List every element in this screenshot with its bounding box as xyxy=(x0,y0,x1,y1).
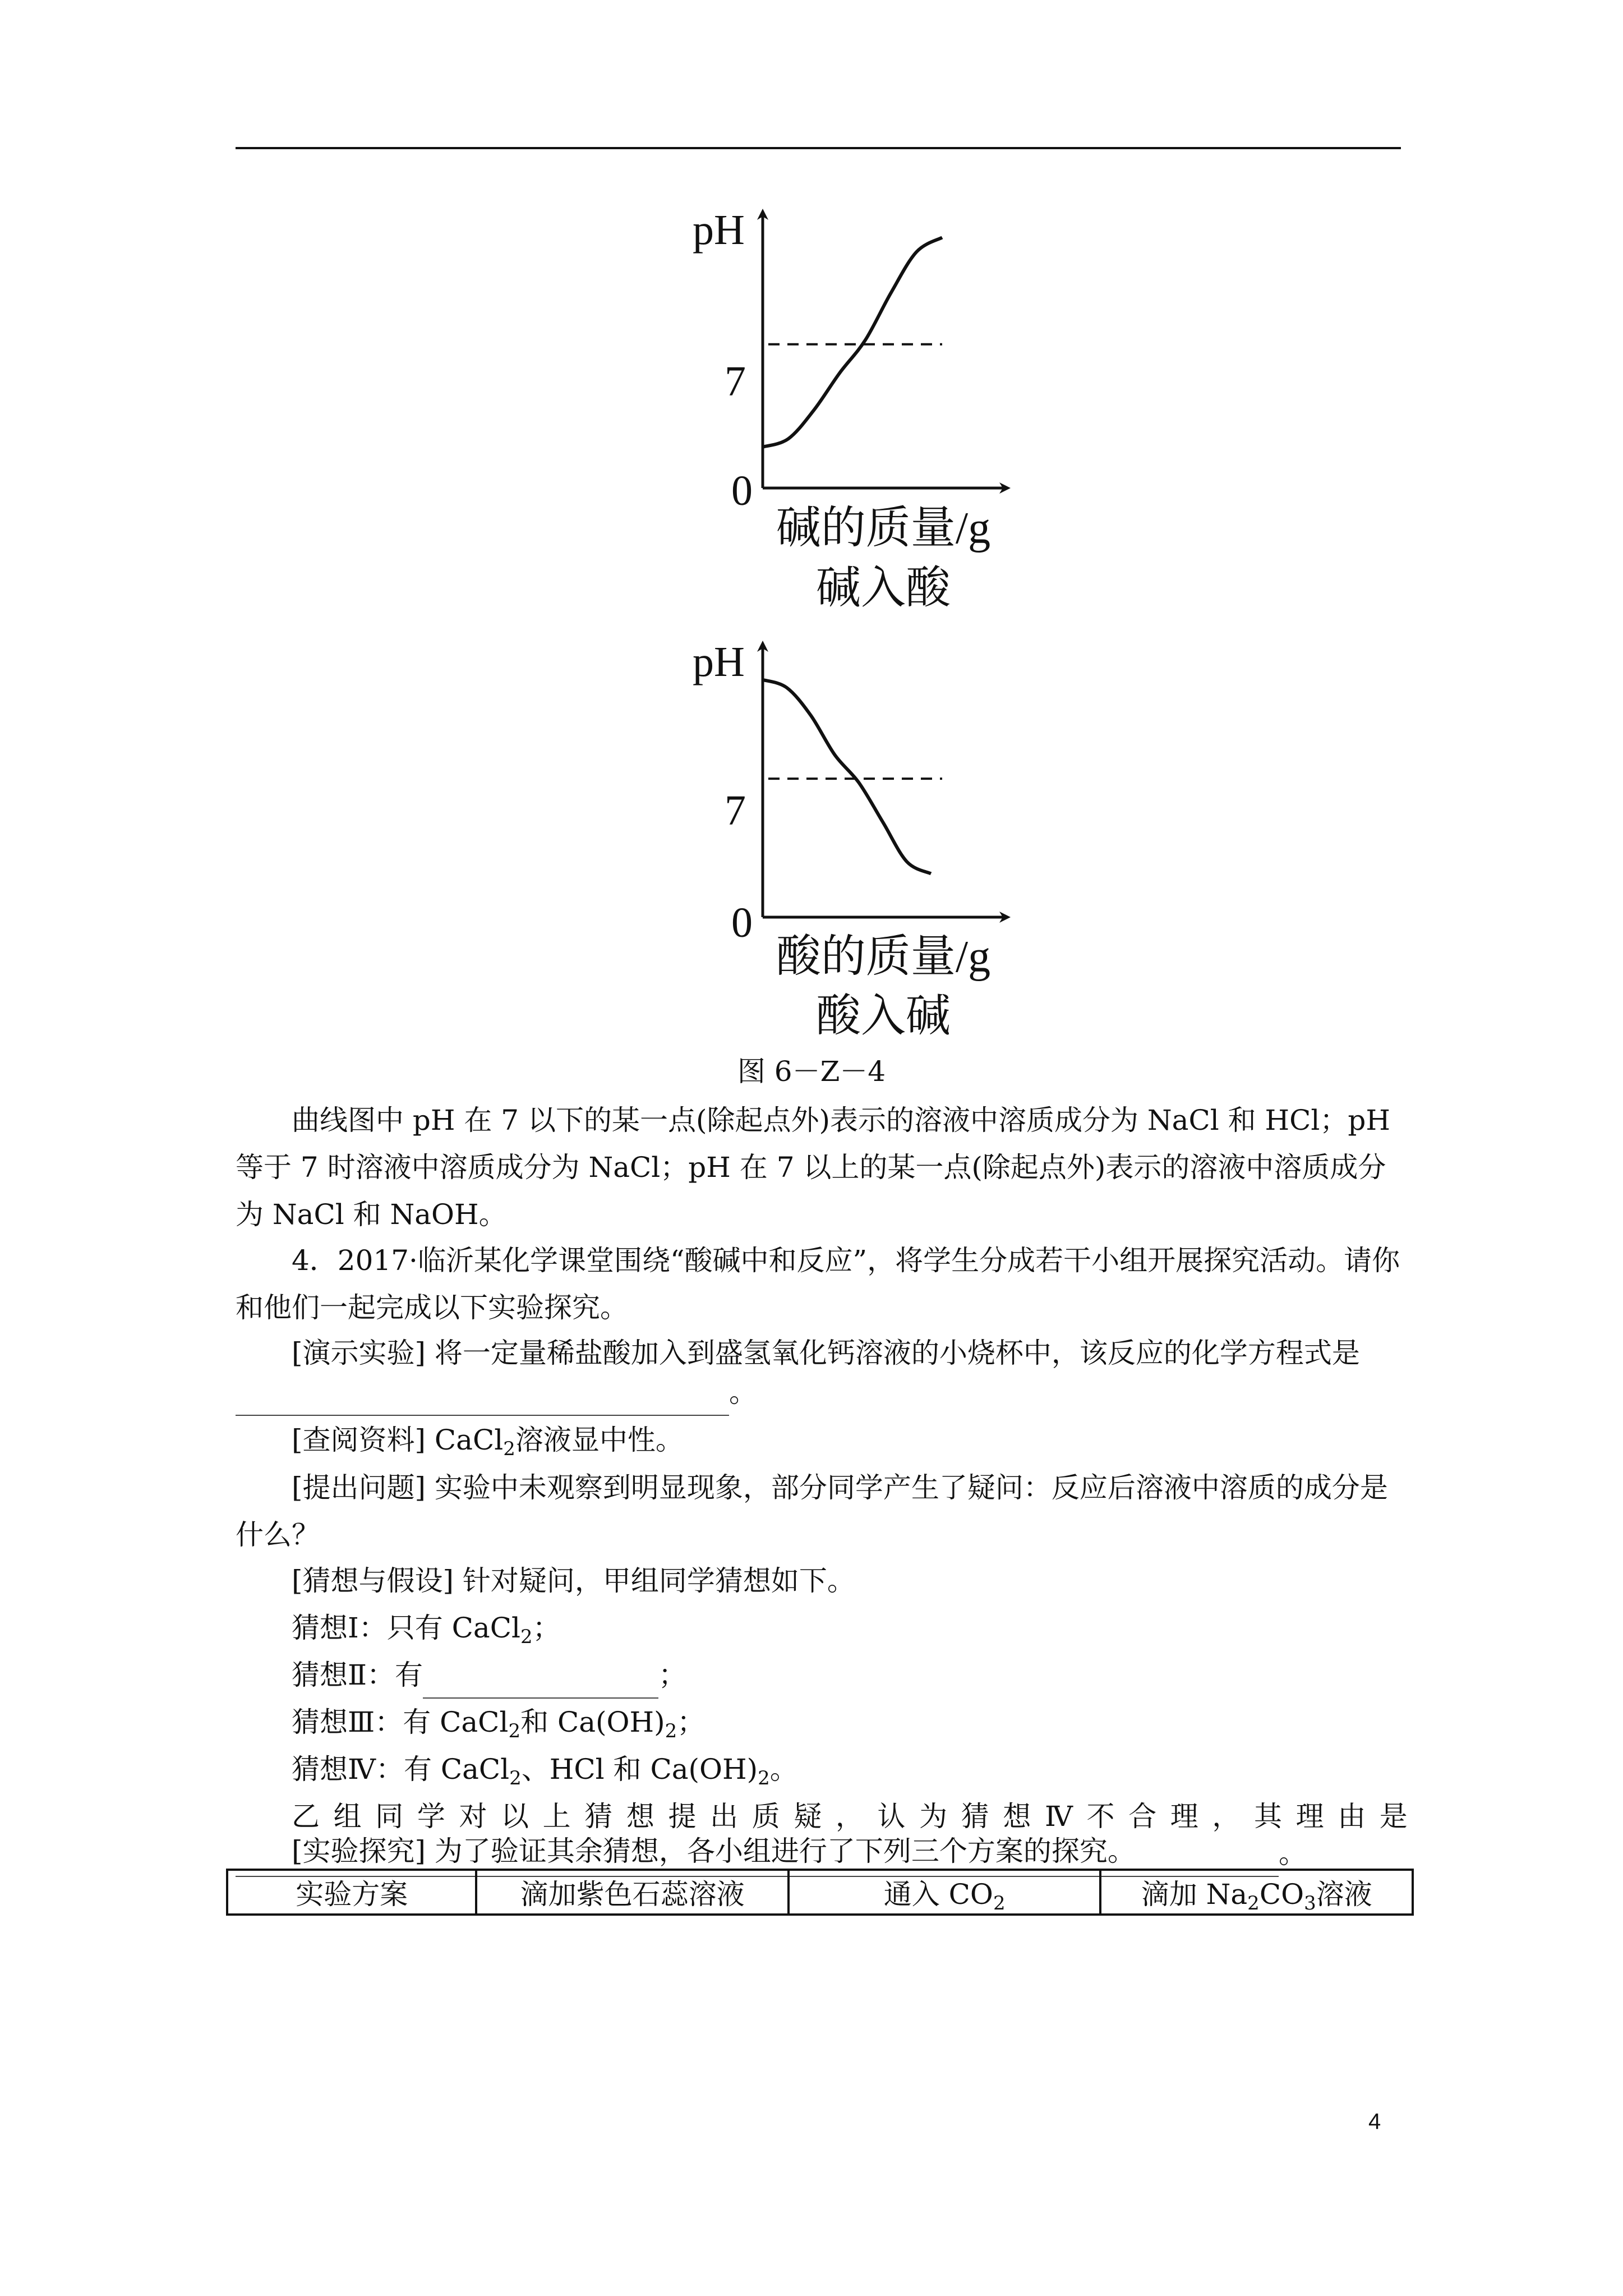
y-axis-label: pH xyxy=(693,638,745,685)
doubt-statement: 乙 组 同 学 对 以 上 猜 想 提 出 质 疑 ， 认 为 猜 想 Ⅳ 不 合 理 ， 其 理 由 是 xyxy=(292,1800,1408,1833)
table-cell: 滴加 $Na_2CO_3$溶液 xyxy=(1100,1870,1413,1915)
header-rule xyxy=(236,147,1401,149)
chart-base-into-acid xyxy=(662,202,1021,628)
hypothesis-2: 猜想Ⅱ：有 ； xyxy=(292,1651,686,1699)
x-axis-label: 酸的质量/g xyxy=(776,932,991,982)
raise-question: [提出问题] 实验中未观察到明显现象，部分同学产生了疑问：反应后溶液中溶质的成分是什么？ xyxy=(236,1471,1388,1551)
figure-caption: 图 6－Z－4 xyxy=(737,1055,886,1088)
hypothesis-4: 猜想Ⅳ：有 CaCl$_2$、HCl 和 $Ca(OH)_2$。 xyxy=(292,1753,798,1789)
table-row xyxy=(227,1870,1413,1915)
page-number: 4 xyxy=(1368,2109,1381,2134)
tick-label-0: 0 xyxy=(731,899,753,946)
reason-answer-line: 。 xyxy=(236,1830,1307,1877)
chart-acid-into-base xyxy=(662,634,1021,1049)
chart-subtitle: 碱入酸 xyxy=(816,564,951,613)
lookup-info: [查阅资料] CaCl$_2$溶液显中性。 xyxy=(292,1424,684,1460)
x-axis-label: 碱的质量/g xyxy=(776,504,991,553)
y-axis-label: pH xyxy=(693,206,745,254)
ph-curve xyxy=(763,237,942,447)
table-header-cell: 实验方案 xyxy=(227,1870,476,1915)
answer-blank[interactable] xyxy=(236,1381,729,1416)
answer-blank[interactable] xyxy=(423,1664,658,1699)
hypothesis-intro: [猜想与假设] 针对疑问，甲组同学猜想如下。 xyxy=(292,1565,855,1597)
hypothesis-3: 猜想Ⅲ：有 CaCl$_2$和 $Ca(OH)_2$； xyxy=(292,1706,706,1742)
hypothesis-1: 猜想Ⅰ：只有 CaCl$_2$； xyxy=(292,1612,561,1648)
chart-subtitle: 酸入碱 xyxy=(816,992,951,1041)
tick-label-7: 7 xyxy=(725,358,746,405)
table-cell: 通入 $CO_2$ xyxy=(789,1870,1101,1915)
ph-curve xyxy=(763,680,931,874)
question-4-intro: 4．2017·临沂某化学课堂围绕“酸碱中和反应”，将学生分成若干小组开展探究活动。请你和他们一起完成以下实验探究。 xyxy=(236,1244,1400,1324)
explanation-paragraph: 曲线图中 pH 在 7 以下的某一点(除起点外)表示的溶液中溶质成分为 NaCl 和 HCl；pH 等于 7 时溶液中溶质成分为 NaCl；pH 在 7 以上的某一点(除起点外)表示的溶液中溶质成分为 NaCl 和 NaOH。 xyxy=(236,1104,1390,1231)
experiment-scheme-table xyxy=(226,1869,1414,1916)
tick-label-0: 0 xyxy=(731,467,753,514)
equation-answer-line: 。 xyxy=(236,1369,757,1416)
table-cell: 滴加紫色石蕊溶液 xyxy=(476,1870,789,1915)
tick-label-7: 7 xyxy=(725,787,746,834)
experiment-explore: [实验探究] 为了验证其余猜想，各小组进行了下列三个方案的探究。 xyxy=(292,1835,1136,1867)
demo-experiment: [演示实验] 将一定量稀盐酸加入到盛氢氧化钙溶液的小烧杯中，该反应的化学方程式是 xyxy=(292,1337,1360,1369)
